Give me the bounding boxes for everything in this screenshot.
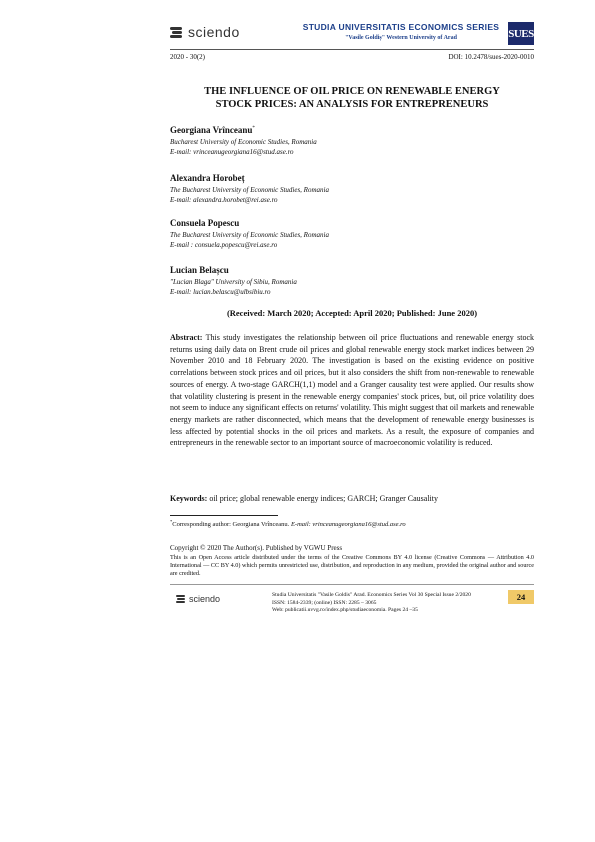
paper-title xyxy=(170,86,534,111)
footer-journal-info xyxy=(272,592,471,615)
footer-line-1: Studia Universitatis "Vasile Goldis" Arad. Economics Series Vol 30 Special Issue 2/2020 xyxy=(272,592,471,598)
author-affiliation: Bucharest University of Economic Studies, Romania xyxy=(170,138,317,146)
license-text: This is an Open Access article distributed under the terms of the Creative Commons BY 4.0 license (Creative Commons — Attribution 4.0 International — CC BY 4.0) which permits unrestricted use, distribution, and reproduction in any medium, provided the original author and source are credited. xyxy=(170,554,534,577)
author-affiliation: The Bucharest University of Economic Studies, Romania xyxy=(170,231,329,239)
publication-dates: (Received: March 2020; Accepted: April 2020; Published: June 2020) xyxy=(226,308,478,318)
keywords-text: oil price; global renewable energy indices; GARCH; Granger Causality xyxy=(209,494,439,503)
title-line-1: THE INFLUENCE OF OIL PRICE ON RENEWABLE ENERGY xyxy=(204,86,500,97)
abstract-text: This study investigates the relationship between oil price fluctuations and renewable energy stock returns using daily data on Brent crude oil prices and global renewable energy stock market indices between 29 November 2010 and 18 February 2020. The investigation is based on the existing evidence on positive correlations between stock prices and oil prices, but it also considers the shift from non-renewable to renewable sources of energy. A two-stage GARCH(1,1) model and a Granger causality test were applied. Our results show that volatility clustering is present in the renewable energy companies' stock prices, but, oil price volatility does not seem to induce any significant effects on returns' volatility. This might suggest that oil markets and renewable energy markets are rather disconnected, which means that the development of renewable energy businesses is less affected by potential shocks in the oil prices and markets. As a result, the exposure of companies and entrepreneurs in the renewable sector to an important source of macroeconomic volatility is reduced. xyxy=(170,333,534,448)
sciendo-wordmark: sciendo xyxy=(188,24,240,40)
footer-sciendo-wordmark: sciendo xyxy=(189,594,221,604)
footer-line-3: Web: publicatii.uvvg.ro/index.php/studiaeconomia. Pages 24 –35 xyxy=(272,607,418,613)
footnote: *Corresponding author: Georgiana Vrînceanu. E-mail: vrinceanugeorgiana16@stud.ase.ro xyxy=(170,519,406,529)
author-email: E-mail: alexandra.horobet@rei.ase.ro xyxy=(170,196,278,204)
abstract xyxy=(170,332,534,449)
footer-sciendo-logo xyxy=(176,594,220,604)
author-name: Alexandra Horobeț xyxy=(170,173,245,183)
author-affiliation: The Bucharest University of Economic Studies, Romania xyxy=(170,186,329,194)
author-name: Lucian Belașcu xyxy=(170,265,229,275)
corresponding-mark: * xyxy=(252,126,255,131)
footer-rule xyxy=(170,584,534,585)
sciendo-mark-icon xyxy=(176,595,186,603)
keywords-label: Keywords: xyxy=(170,494,208,503)
keywords xyxy=(170,494,534,503)
footnote-rule xyxy=(170,515,278,516)
copyright: Copyright © 2020 The Author(s). Published by VGWU Press xyxy=(170,544,343,552)
author-name: Consuela Popescu xyxy=(170,218,240,228)
header-rule xyxy=(170,49,534,50)
author-email: E-mail : consuela.popescu@rei.ase.ro xyxy=(170,241,278,249)
sciendo-mark-icon xyxy=(170,26,184,38)
doi-label: DOI: 10.2478/sues-2020-0010 xyxy=(448,53,534,61)
footer-line-2: ISSN: 1584-2339; (online) ISSN: 2285 – 3065 xyxy=(272,599,377,606)
abstract-label: Abstract: xyxy=(170,333,203,342)
journal-title: STUDIA UNIVERSITATIS ECONOMICS SERIES xyxy=(302,22,500,32)
author-email: E-mail: lucian.belascu@ulbsibiu.ro xyxy=(170,288,271,296)
issue-label: 2020 - 30(2) xyxy=(170,53,205,61)
footnote-email: E-mail: vrinceanugeorgiana16@stud.ase.ro xyxy=(290,521,406,529)
author-email: E-mail: vrinceanugeorgiana16@stud.ase.ro xyxy=(170,148,294,156)
page-number-badge: 24 xyxy=(508,590,534,604)
author-affiliation: "Lucian Blaga" University of Sibiu, Romania xyxy=(170,278,297,286)
sues-logo: SUES xyxy=(508,22,534,45)
journal-subtitle: "Vasile Goldiș" Western University of Arad xyxy=(345,35,457,41)
sciendo-logo xyxy=(170,24,240,40)
author-name: Georgiana Vrînceanu* xyxy=(170,125,255,135)
title-line-2: STOCK PRICES: AN ANALYSIS FOR ENTREPRENEURS xyxy=(215,98,489,110)
